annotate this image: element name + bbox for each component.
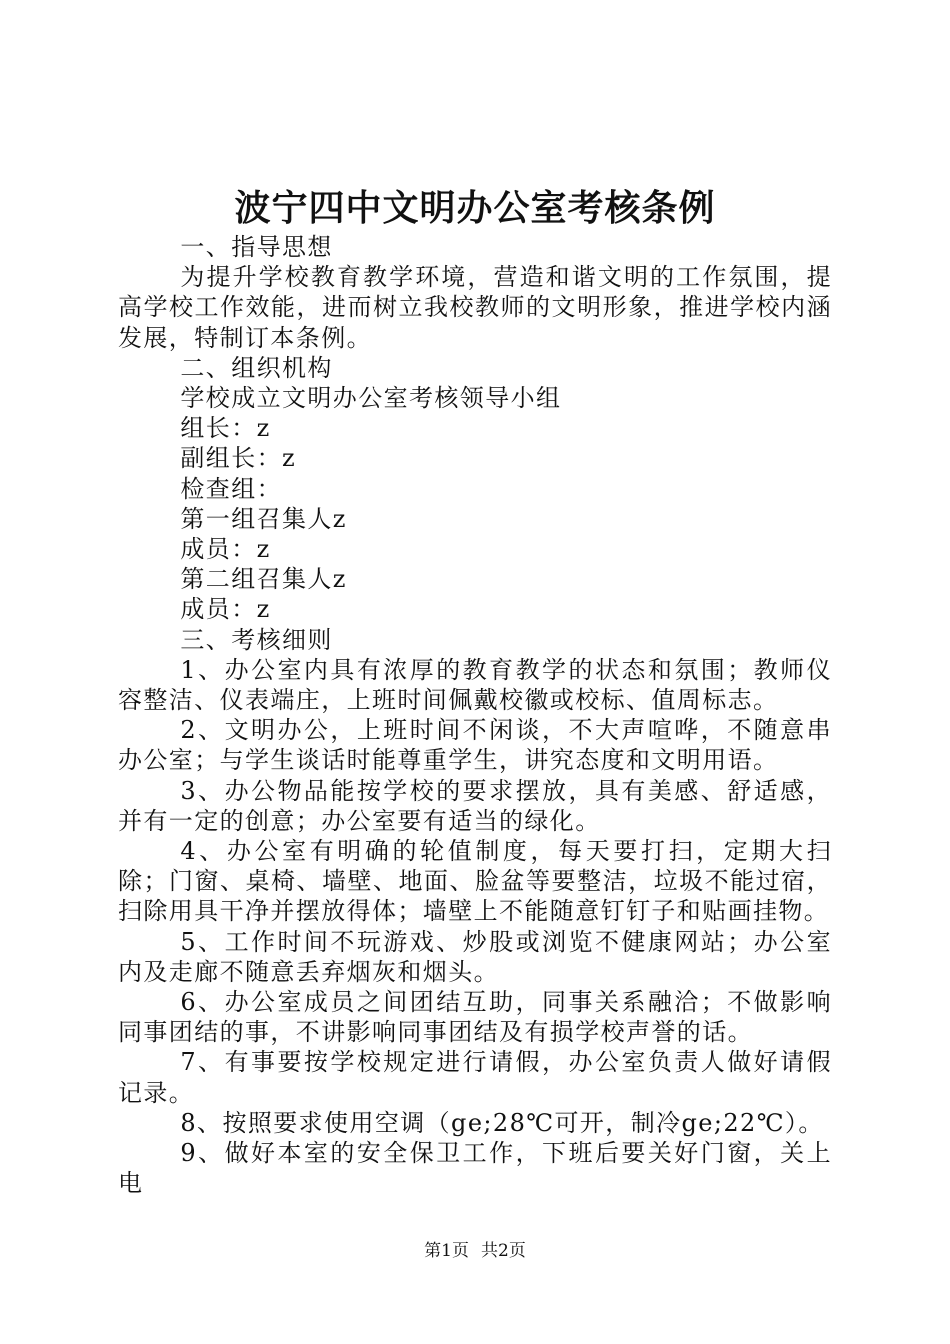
paragraph-purpose: 为提升学校教育教学环境，营造和谐文明的工作氛围，提高学校工作效能，进而树立我校教师的文明形象，推进学校内涵发展，特制订本条例。 [118, 263, 832, 352]
document-title: 波宁四中文明办公室考核条例 [234, 187, 716, 229]
line-group-one-members: 成员：z [180, 535, 271, 564]
line-group-leader: 组长：z [180, 414, 271, 443]
line-deputy-leader: 副组长：z [180, 444, 297, 473]
rule-item: 1、办公室内具有浓厚的教育教学的状态和氛围；教师仪容整洁、仪表端庄，上班时间佩戴校徽或校标、值周标志。 [118, 655, 832, 715]
rule-item: 9、做好本室的安全保卫工作，下班后要关好门窗，关上电 [118, 1139, 832, 1198]
line-inspection-group: 检查组： [180, 474, 282, 503]
document-body [118, 232, 832, 1199]
section-heading-assessment-rules: 三、考核细则 [180, 625, 333, 654]
rule-item: 3、办公物品能按学校的要求摆放，具有美感、舒适感，并有一定的创意；办公室要有适当的绿化。 [118, 776, 832, 835]
paragraph-leadership-group: 学校成立文明办公室考核领导小组 [180, 384, 562, 413]
line-group-two-members: 成员：z [180, 595, 271, 624]
section-heading-guiding-thought: 一、指导思想 [180, 233, 333, 261]
page-number: 第1页 [424, 1241, 469, 1261]
line-group-two-convener: 第二组召集人z [180, 565, 347, 594]
rule-item: 6、办公室成员之间团结互助，同事关系融洽；不做影响同事团结的事，不讲影响同事团结及有损学校声誉的话。 [118, 988, 832, 1047]
rule-item: 8、按照要求使用空调（ge;28℃可开，制冷ge;22℃）。 [180, 1108, 824, 1137]
rule-item: 5、工作时间不玩游戏、炒股或浏览不健康网站；办公室内及走廊不随意丢弃烟灰和烟头。 [118, 927, 832, 986]
line-group-one-convener: 第一组召集人z [180, 504, 347, 533]
rule-item: 7、有事要按学校规定进行请假，办公室负责人做好请假记录。 [118, 1048, 832, 1107]
rule-item: 4、办公室有明确的轮值制度，每天要打扫，定期大扫除；门窗、桌椅、墙壁、地面、脸盆等要整洁，垃圾不能过宿，扫除用具干净并摆放得体；墙壁上不能随意钉钉子和贴画挂物。 [118, 837, 832, 926]
section-heading-organization: 二、组织机构 [180, 353, 333, 382]
page-total: 共2页 [481, 1241, 526, 1261]
page-footer [0, 1238, 950, 1264]
rule-item: 2、文明办公，上班时间不闲谈，不大声喧哗，不随意串办公室；与学生谈话时能尊重学生，讲究态度和文明用语。 [118, 716, 832, 775]
